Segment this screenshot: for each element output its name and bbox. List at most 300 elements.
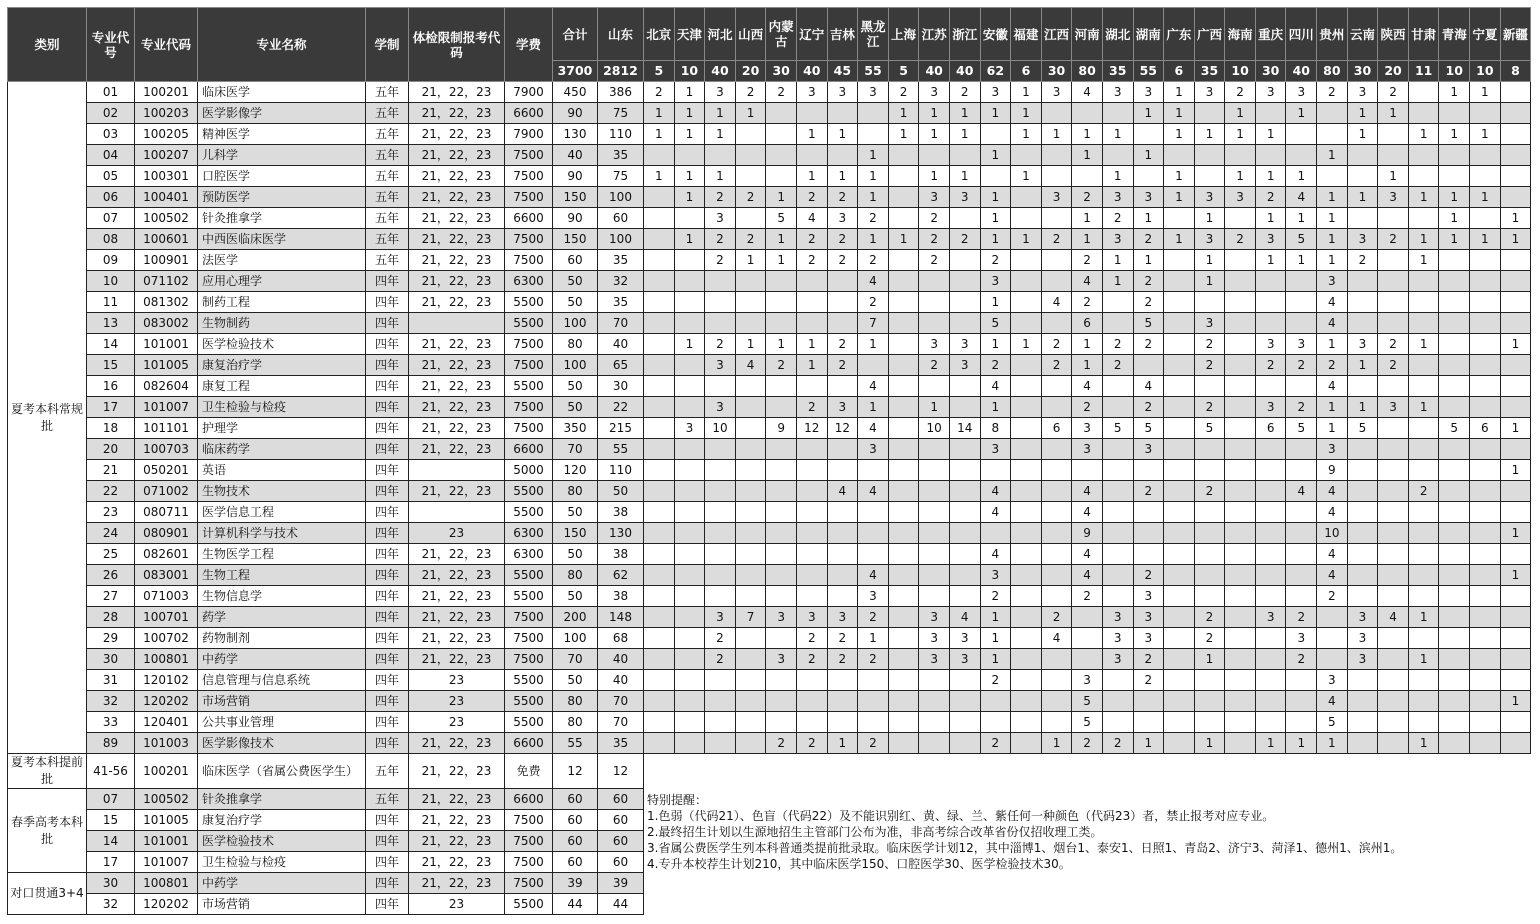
duration-cell: 五年 <box>366 250 409 271</box>
province-quota-cell: 3 <box>949 355 980 376</box>
province-quota-cell <box>735 691 766 712</box>
province-quota-cell <box>1439 502 1470 523</box>
duration-cell: 四年 <box>366 586 409 607</box>
duration-cell: 五年 <box>366 82 409 103</box>
province-quota-cell: 3 <box>1133 82 1164 103</box>
province-quota-cell <box>1133 712 1164 733</box>
province-quota-cell <box>1011 208 1042 229</box>
tuition-cell: 6300 <box>505 523 553 544</box>
major-code-cell: 120202 <box>135 691 198 712</box>
province-quota-cell <box>674 544 705 565</box>
province-quota-cell <box>1133 460 1164 481</box>
table-row <box>8 544 1531 565</box>
province-quota-cell <box>1072 166 1103 187</box>
province-quota-cell <box>827 565 858 586</box>
province-quota-cell: 2 <box>858 208 889 229</box>
province-quota-cell: 2 <box>1102 733 1133 754</box>
province-quota-cell <box>1164 334 1195 355</box>
province-quota-cell <box>1194 103 1225 124</box>
province-quota-cell <box>1164 481 1195 502</box>
major-name-cell: 信息管理与信息系统 <box>198 670 366 691</box>
major-code-cell: 082601 <box>135 544 198 565</box>
major-name-cell: 临床医学 <box>198 82 366 103</box>
province-quota-cell: 1 <box>1194 649 1225 670</box>
province-quota-cell <box>827 691 858 712</box>
province-quota-cell <box>1439 439 1470 460</box>
header-province-sum: 6 <box>1164 61 1195 82</box>
province-quota-cell: 6 <box>1255 418 1286 439</box>
province-quota-cell <box>1439 334 1470 355</box>
province-quota-cell: 3 <box>1255 82 1286 103</box>
province-quota-cell: 1 <box>1500 334 1531 355</box>
province-quota-cell: 3 <box>1286 82 1317 103</box>
province-quota-cell <box>1470 313 1501 334</box>
province-quota-cell: 4 <box>827 481 858 502</box>
province-quota-cell <box>1011 418 1042 439</box>
province-quota-cell <box>674 670 705 691</box>
province-quota-cell <box>1500 628 1531 649</box>
province-quota-cell <box>1286 544 1317 565</box>
province-quota-cell <box>644 481 675 502</box>
code-seq-cell: 13 <box>87 313 135 334</box>
province-quota-cell: 1 <box>1408 334 1439 355</box>
province-quota-cell: 1 <box>1011 166 1042 187</box>
province-quota-cell <box>796 376 827 397</box>
province-quota-cell <box>735 145 766 166</box>
duration-cell: 四年 <box>366 544 409 565</box>
health-code-cell: 21，22，23 <box>409 355 505 376</box>
province-quota-cell: 3 <box>1378 187 1409 208</box>
header-health-code: 体检限制报考代码 <box>409 8 505 82</box>
province-quota-cell <box>1164 292 1195 313</box>
province-quota-cell <box>705 376 736 397</box>
table-row <box>8 397 1531 418</box>
province-quota-cell <box>1500 271 1531 292</box>
province-quota-cell <box>827 544 858 565</box>
province-quota-cell <box>1164 271 1195 292</box>
province-quota-cell <box>1470 376 1501 397</box>
province-quota-cell: 3 <box>1102 229 1133 250</box>
province-quota-cell <box>644 460 675 481</box>
notes-line: 4.专升本校荐生计划210，其中临床医学150、口腔医学30、医学检验技术30。 <box>647 857 1071 871</box>
province-quota-cell: 5 <box>1072 712 1103 733</box>
province-quota-cell <box>827 502 858 523</box>
province-quota-cell <box>888 502 919 523</box>
province-quota-cell <box>644 292 675 313</box>
province-quota-cell: 5 <box>980 313 1011 334</box>
duration-cell: 四年 <box>366 733 409 754</box>
province-quota-cell: 8 <box>980 418 1011 439</box>
health-code-cell: 21，22，23 <box>409 733 505 754</box>
total-cell: 60 <box>553 810 598 831</box>
province-quota-cell <box>735 208 766 229</box>
province-quota-cell <box>735 397 766 418</box>
province-quota-cell <box>705 712 736 733</box>
header-province: 浙江 <box>949 8 980 61</box>
province-quota-cell <box>1011 628 1042 649</box>
province-quota-cell <box>949 271 980 292</box>
province-quota-cell <box>674 250 705 271</box>
province-quota-cell <box>1255 481 1286 502</box>
code-seq-cell: 15 <box>87 355 135 376</box>
province-quota-cell <box>1439 733 1470 754</box>
province-quota-cell: 2 <box>919 229 950 250</box>
province-quota-cell: 2 <box>1317 355 1348 376</box>
province-quota-cell: 3 <box>705 607 736 628</box>
health-code-cell: 23 <box>409 691 505 712</box>
province-quota-cell: 1 <box>1194 733 1225 754</box>
province-quota-cell: 1 <box>1347 124 1378 145</box>
province-quota-cell <box>735 313 766 334</box>
tuition-cell: 7500 <box>505 166 553 187</box>
province-quota-cell <box>1347 376 1378 397</box>
province-quota-cell <box>949 292 980 313</box>
province-quota-cell <box>1255 691 1286 712</box>
major-name-cell: 英语 <box>198 460 366 481</box>
header-province: 云南 <box>1347 8 1378 61</box>
province-quota-cell <box>1470 502 1501 523</box>
province-quota-cell <box>796 712 827 733</box>
province-quota-cell: 3 <box>1133 628 1164 649</box>
province-quota-cell <box>1041 313 1072 334</box>
province-quota-cell <box>796 502 827 523</box>
province-quota-cell: 3 <box>1102 187 1133 208</box>
province-quota-cell <box>1255 439 1286 460</box>
province-quota-cell <box>1041 502 1072 523</box>
province-quota-cell <box>1011 607 1042 628</box>
province-quota-cell <box>1439 145 1470 166</box>
code-seq-cell: 14 <box>87 334 135 355</box>
province-quota-cell <box>858 355 889 376</box>
province-quota-cell: 1 <box>888 124 919 145</box>
province-quota-cell <box>1194 502 1225 523</box>
province-quota-cell: 9 <box>1072 523 1103 544</box>
shandong-cell: 215 <box>598 418 644 439</box>
province-quota-cell <box>1011 376 1042 397</box>
province-quota-cell: 1 <box>1286 733 1317 754</box>
province-quota-cell: 4 <box>1317 481 1348 502</box>
province-quota-cell <box>1347 565 1378 586</box>
duration-cell: 四年 <box>366 523 409 544</box>
province-quota-cell: 5 <box>1347 418 1378 439</box>
province-quota-cell <box>1500 82 1531 103</box>
province-quota-cell <box>1194 523 1225 544</box>
province-quota-cell <box>949 733 980 754</box>
province-quota-cell: 3 <box>796 82 827 103</box>
province-quota-cell <box>1072 628 1103 649</box>
duration-cell: 四年 <box>366 460 409 481</box>
province-quota-cell: 2 <box>1102 208 1133 229</box>
health-code-cell: 21，22，23 <box>409 271 505 292</box>
total-cell: 100 <box>553 628 598 649</box>
province-quota-cell: 1 <box>949 124 980 145</box>
province-quota-cell: 4 <box>1072 376 1103 397</box>
province-quota-cell: 2 <box>1194 397 1225 418</box>
header-province-sum: 30 <box>1255 61 1286 82</box>
province-quota-cell: 1 <box>1133 103 1164 124</box>
province-quota-cell: 1 <box>674 166 705 187</box>
health-code-cell <box>409 313 505 334</box>
province-quota-cell: 1 <box>1470 229 1501 250</box>
shandong-cell: 110 <box>598 124 644 145</box>
province-quota-cell <box>674 397 705 418</box>
header-province: 北京 <box>644 8 675 61</box>
major-name-cell: 医学检验技术 <box>198 831 366 852</box>
province-quota-cell: 2 <box>796 229 827 250</box>
province-quota-cell <box>1164 544 1195 565</box>
province-quota-cell <box>1194 565 1225 586</box>
province-quota-cell <box>1408 586 1439 607</box>
province-quota-cell: 1 <box>674 187 705 208</box>
province-quota-cell <box>1011 250 1042 271</box>
province-quota-cell <box>1255 460 1286 481</box>
province-quota-cell: 2 <box>766 82 797 103</box>
province-quota-cell <box>735 439 766 460</box>
province-quota-cell: 2 <box>796 397 827 418</box>
major-name-cell: 中药学 <box>198 649 366 670</box>
province-quota-cell: 10 <box>1317 523 1348 544</box>
province-quota-cell: 2 <box>705 649 736 670</box>
province-quota-cell <box>1286 145 1317 166</box>
tuition-cell: 6600 <box>505 439 553 460</box>
total-cell: 70 <box>553 649 598 670</box>
tuition-cell: 7500 <box>505 355 553 376</box>
province-quota-cell <box>1255 313 1286 334</box>
province-quota-cell <box>1439 607 1470 628</box>
province-quota-cell <box>1194 586 1225 607</box>
category-cell: 夏考本科提前批 <box>8 754 87 789</box>
province-quota-cell: 1 <box>674 124 705 145</box>
province-quota-cell: 4 <box>1378 607 1409 628</box>
province-quota-cell: 1 <box>858 334 889 355</box>
province-quota-cell: 2 <box>1072 250 1103 271</box>
tuition-cell: 6600 <box>505 103 553 124</box>
table-row <box>8 124 1531 145</box>
header-province-sum: 30 <box>766 61 797 82</box>
province-quota-cell <box>1041 145 1072 166</box>
health-code-cell: 23 <box>409 670 505 691</box>
province-quota-cell <box>1194 292 1225 313</box>
duration-cell: 四年 <box>366 439 409 460</box>
province-quota-cell <box>1500 145 1531 166</box>
province-quota-cell <box>1439 649 1470 670</box>
province-quota-cell <box>796 586 827 607</box>
province-quota-cell <box>1408 313 1439 334</box>
header-province: 山西 <box>735 8 766 61</box>
province-quota-cell <box>735 292 766 313</box>
province-quota-cell <box>1378 271 1409 292</box>
duration-cell: 四年 <box>366 831 409 852</box>
province-quota-cell <box>1439 376 1470 397</box>
code-seq-cell: 14 <box>87 831 135 852</box>
province-quota-cell <box>888 565 919 586</box>
province-quota-cell: 1 <box>796 124 827 145</box>
province-quota-cell <box>949 586 980 607</box>
province-quota-cell: 2 <box>827 628 858 649</box>
province-quota-cell <box>949 712 980 733</box>
province-quota-cell: 2 <box>827 187 858 208</box>
province-quota-cell <box>1011 355 1042 376</box>
province-quota-cell: 1 <box>949 166 980 187</box>
province-quota-cell <box>1470 523 1501 544</box>
tuition-cell: 5500 <box>505 894 553 915</box>
province-quota-cell <box>919 502 950 523</box>
header-province-sum: 10 <box>674 61 705 82</box>
province-quota-cell: 10 <box>705 418 736 439</box>
province-quota-cell: 2 <box>1133 670 1164 691</box>
province-quota-cell: 1 <box>1286 208 1317 229</box>
province-quota-cell <box>858 502 889 523</box>
province-quota-cell: 6 <box>1072 313 1103 334</box>
province-quota-cell: 3 <box>1133 586 1164 607</box>
major-code-cell: 071002 <box>135 481 198 502</box>
province-quota-cell <box>1102 376 1133 397</box>
province-quota-cell <box>705 313 736 334</box>
shandong-cell: 35 <box>598 292 644 313</box>
province-quota-cell <box>1470 397 1501 418</box>
shandong-cell: 75 <box>598 166 644 187</box>
table-row <box>8 292 1531 313</box>
province-quota-cell <box>1408 208 1439 229</box>
province-quota-cell <box>919 481 950 502</box>
province-quota-cell <box>949 523 980 544</box>
province-quota-cell <box>1408 670 1439 691</box>
code-seq-cell: 33 <box>87 712 135 733</box>
province-quota-cell: 2 <box>1133 565 1164 586</box>
province-quota-cell <box>1225 418 1256 439</box>
province-quota-cell: 2 <box>1255 355 1286 376</box>
province-quota-cell <box>1347 208 1378 229</box>
province-quota-cell <box>1133 502 1164 523</box>
province-quota-cell <box>796 481 827 502</box>
tuition-cell: 7500 <box>505 145 553 166</box>
province-quota-cell: 5 <box>1133 313 1164 334</box>
province-quota-cell <box>1317 166 1348 187</box>
province-quota-cell: 2 <box>1378 229 1409 250</box>
province-quota-cell: 1 <box>674 82 705 103</box>
major-name-cell: 临床药学 <box>198 439 366 460</box>
province-quota-cell: 3 <box>858 586 889 607</box>
table-row <box>8 250 1531 271</box>
province-quota-cell <box>674 607 705 628</box>
province-quota-cell: 3 <box>919 334 950 355</box>
province-quota-cell: 1 <box>1133 208 1164 229</box>
province-quota-cell: 1 <box>1286 103 1317 124</box>
table-row <box>8 334 1531 355</box>
major-name-cell: 医学检验技术 <box>198 334 366 355</box>
tuition-cell: 5500 <box>505 670 553 691</box>
province-quota-cell <box>1164 733 1195 754</box>
province-quota-cell <box>888 481 919 502</box>
major-code-cell: 101001 <box>135 334 198 355</box>
province-quota-cell <box>1317 628 1348 649</box>
province-quota-cell: 1 <box>1439 187 1470 208</box>
province-quota-cell <box>1408 82 1439 103</box>
province-quota-cell <box>796 103 827 124</box>
tuition-cell: 6300 <box>505 271 553 292</box>
table-row <box>8 355 1531 376</box>
province-quota-cell: 2 <box>1102 334 1133 355</box>
table-row <box>8 166 1531 187</box>
province-quota-cell <box>827 103 858 124</box>
province-quota-cell <box>1011 502 1042 523</box>
province-quota-cell <box>1408 565 1439 586</box>
province-quota-cell <box>1408 523 1439 544</box>
province-quota-cell <box>1164 628 1195 649</box>
province-quota-cell <box>1470 649 1501 670</box>
province-quota-cell: 1 <box>827 166 858 187</box>
province-quota-cell <box>980 124 1011 145</box>
province-quota-cell: 1 <box>858 628 889 649</box>
province-quota-cell: 1 <box>1255 250 1286 271</box>
province-quota-cell <box>1500 124 1531 145</box>
province-quota-cell: 1 <box>980 103 1011 124</box>
province-quota-cell: 1 <box>1133 250 1164 271</box>
province-quota-cell: 1 <box>980 292 1011 313</box>
province-quota-cell <box>766 439 797 460</box>
province-quota-cell <box>1286 691 1317 712</box>
province-quota-cell: 3 <box>766 607 797 628</box>
province-quota-cell: 4 <box>1072 502 1103 523</box>
province-quota-cell: 3 <box>949 628 980 649</box>
province-quota-cell <box>644 691 675 712</box>
province-quota-cell <box>1164 586 1195 607</box>
province-quota-cell: 1 <box>1133 145 1164 166</box>
province-quota-cell <box>1286 712 1317 733</box>
province-quota-cell: 9 <box>766 418 797 439</box>
province-quota-cell <box>1408 691 1439 712</box>
province-quota-cell <box>1041 439 1072 460</box>
province-quota-cell <box>1470 439 1501 460</box>
province-quota-cell <box>1194 439 1225 460</box>
province-quota-cell: 5 <box>1072 691 1103 712</box>
province-quota-cell <box>705 271 736 292</box>
province-quota-cell <box>1255 565 1286 586</box>
province-quota-cell: 1 <box>1317 334 1348 355</box>
province-quota-cell <box>1255 502 1286 523</box>
province-quota-cell: 1 <box>1408 124 1439 145</box>
table-row <box>8 628 1531 649</box>
province-quota-cell: 2 <box>919 355 950 376</box>
province-quota-cell <box>766 166 797 187</box>
header-province: 广东 <box>1164 8 1195 61</box>
province-quota-cell <box>949 313 980 334</box>
province-quota-cell: 2 <box>1102 355 1133 376</box>
tuition-cell: 6600 <box>505 733 553 754</box>
province-quota-cell: 1 <box>1347 103 1378 124</box>
province-quota-cell: 7 <box>858 313 889 334</box>
province-quota-cell: 1 <box>1225 124 1256 145</box>
tuition-cell: 7900 <box>505 124 553 145</box>
province-quota-cell <box>796 670 827 691</box>
province-quota-cell <box>1500 355 1531 376</box>
major-name-cell: 市场营销 <box>198 894 366 915</box>
total-cell: 80 <box>553 712 598 733</box>
province-quota-cell <box>1011 733 1042 754</box>
province-quota-cell: 2 <box>1194 481 1225 502</box>
table-row <box>8 754 1531 789</box>
major-name-cell: 医学影像技术 <box>198 733 366 754</box>
province-quota-cell <box>1011 460 1042 481</box>
province-quota-cell <box>1378 565 1409 586</box>
code-seq-cell: 31 <box>87 670 135 691</box>
province-quota-cell <box>705 586 736 607</box>
shandong-cell: 35 <box>598 733 644 754</box>
health-code-cell: 21，22，23 <box>409 82 505 103</box>
province-quota-cell <box>1500 103 1531 124</box>
tuition-cell: 免费 <box>505 754 553 789</box>
code-seq-cell: 28 <box>87 607 135 628</box>
